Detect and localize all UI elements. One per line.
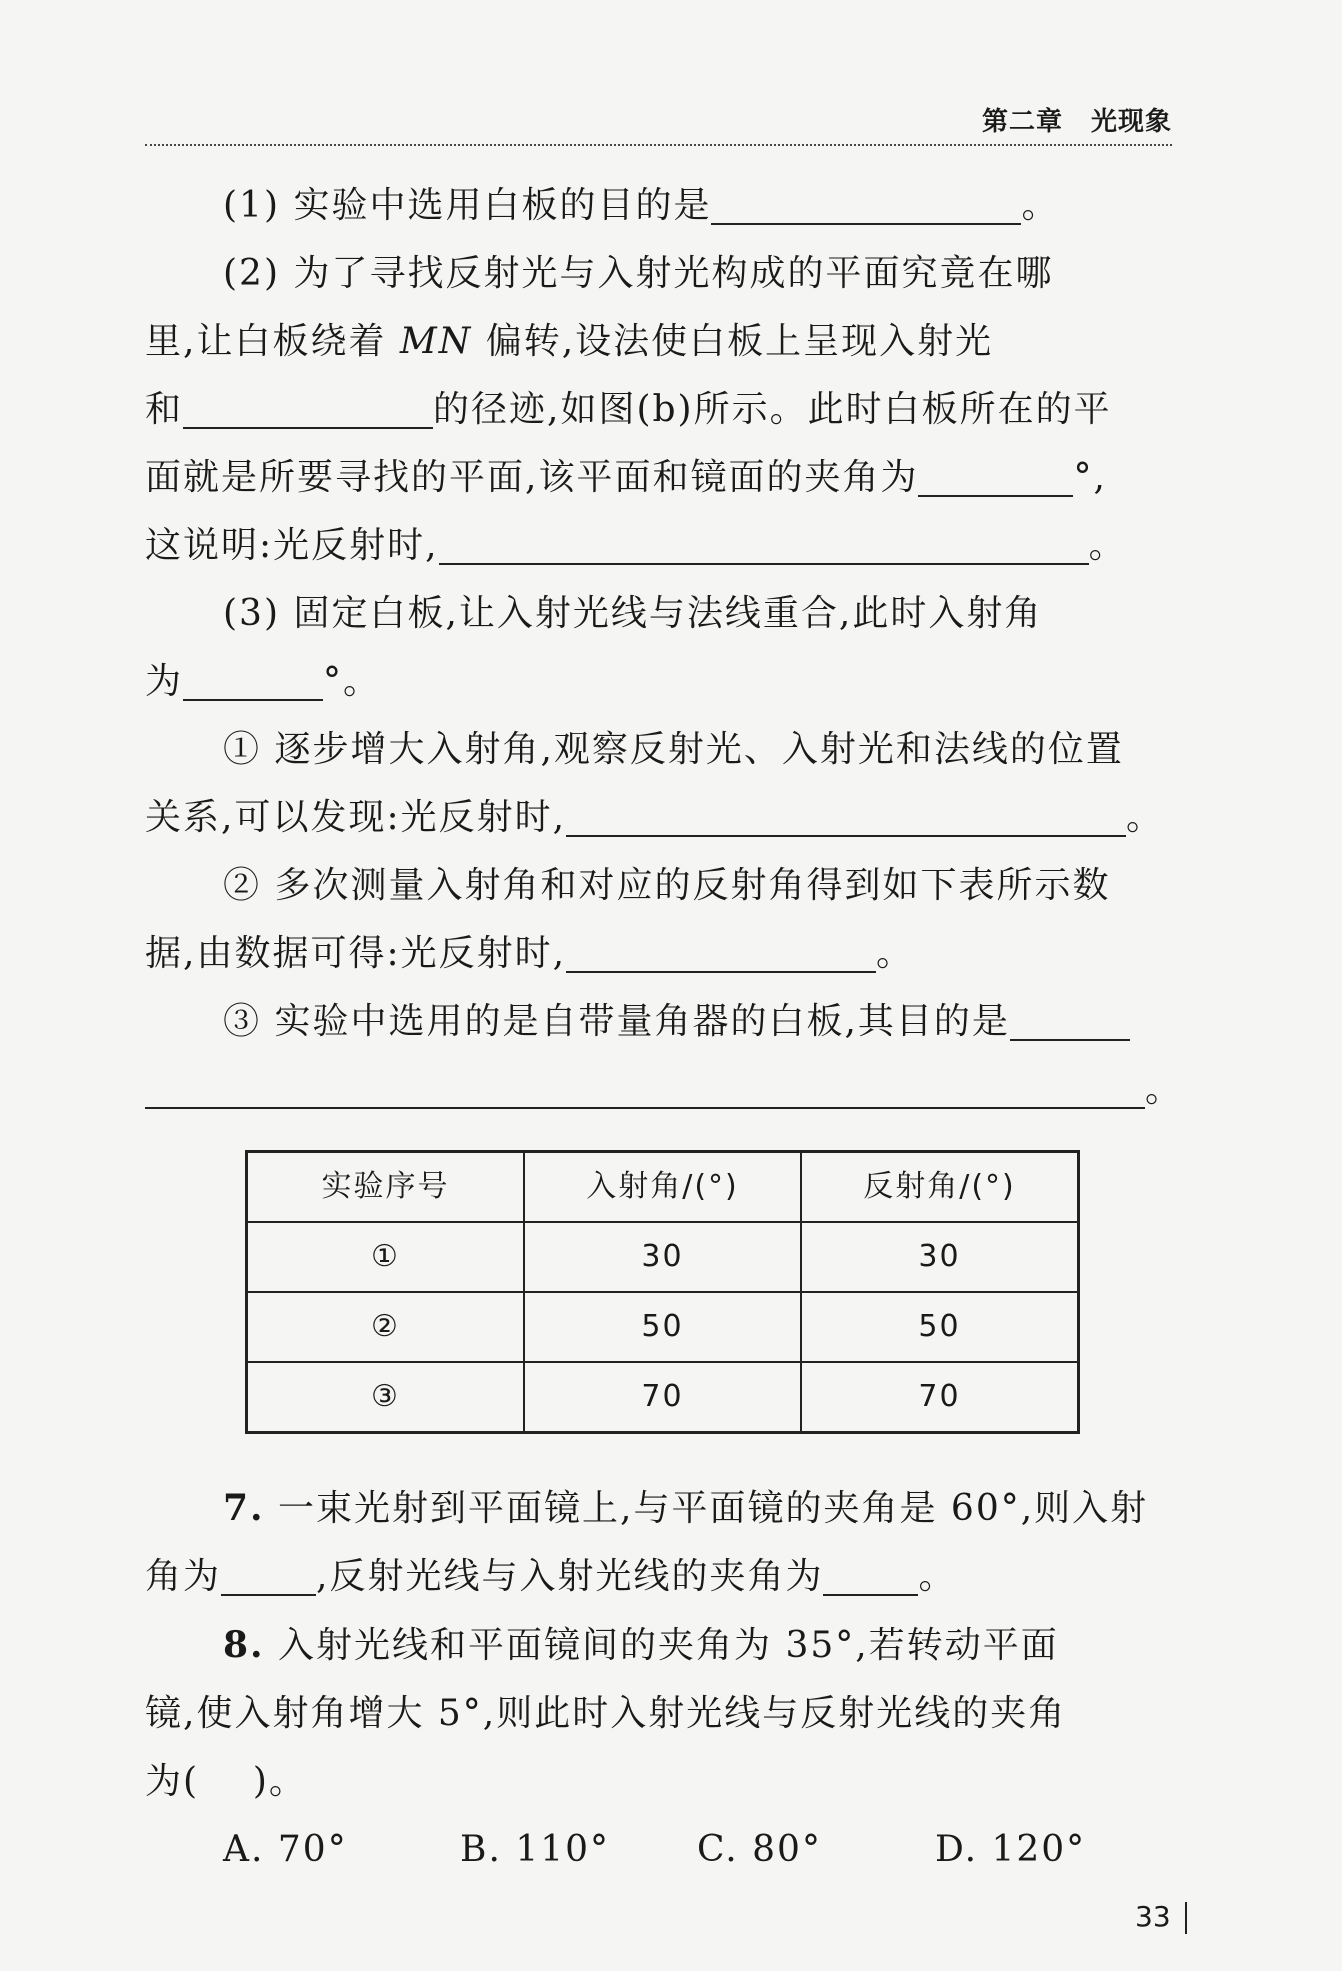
question-number: 8. bbox=[223, 1624, 265, 1666]
q6-part1-text: (1) 实验中选用白板的目的是 bbox=[223, 185, 712, 226]
punct: 。 bbox=[876, 933, 915, 974]
mn-label: MN bbox=[399, 321, 473, 362]
q6-part2-line2 bbox=[145, 308, 1185, 376]
questions-7-8 bbox=[145, 1474, 1185, 1884]
q8-line2 bbox=[145, 1680, 1185, 1748]
table-cell: 50 bbox=[801, 1292, 1079, 1362]
q8-choices bbox=[145, 1816, 1185, 1884]
q6-part2-text: (2) 为了寻找反射光与入射光构成的平面究竟在哪 bbox=[223, 253, 1054, 294]
chapter-title: 光现象 bbox=[1090, 107, 1172, 137]
q7-line1 bbox=[145, 1474, 1185, 1543]
text: ② 多次测量入射角和对应的反射角得到如下表所示数 bbox=[223, 865, 1111, 906]
text: 的径迹,如图(b)所示。此时白板所在的平 bbox=[433, 389, 1112, 430]
q6-sub3-line2 bbox=[145, 1056, 1185, 1124]
q6-part2-line1 bbox=[145, 240, 1185, 308]
q6-part1 bbox=[145, 172, 1185, 240]
text: 关系,可以发现:光反射时, bbox=[145, 797, 567, 838]
table-row bbox=[247, 1222, 1079, 1292]
table-cell: 30 bbox=[524, 1222, 801, 1292]
table-cell: 70 bbox=[801, 1362, 1079, 1433]
table-cell: ③ bbox=[247, 1362, 525, 1433]
text: °, bbox=[1073, 457, 1107, 498]
text: 一束光射到平面镜上,与平面镜的夹角是 60°,则入射 bbox=[278, 1488, 1149, 1529]
q6-sub2-line1 bbox=[145, 852, 1185, 920]
table-header-cell: 反射角/(°) bbox=[801, 1152, 1079, 1223]
punct: 。 bbox=[1145, 1069, 1184, 1110]
table-row bbox=[247, 1362, 1079, 1433]
table-cell: 30 bbox=[801, 1222, 1079, 1292]
choice-d[interactable]: D. 120° bbox=[935, 1829, 1087, 1870]
text: 据,由数据可得:光反射时, bbox=[145, 933, 567, 974]
table-header-cell: 实验序号 bbox=[247, 1152, 525, 1223]
choice-b[interactable]: B. 110° bbox=[460, 1829, 611, 1870]
text: 和 bbox=[145, 389, 184, 430]
table-cell: ① bbox=[247, 1222, 525, 1292]
answer-blank[interactable] bbox=[221, 1550, 316, 1596]
table-cell: 70 bbox=[524, 1362, 801, 1433]
answer-blank[interactable] bbox=[183, 655, 323, 701]
punct: 。 bbox=[1126, 797, 1165, 838]
answer-blank[interactable] bbox=[711, 179, 1021, 225]
q6-sub2-line2 bbox=[145, 920, 1185, 988]
punct: 。 bbox=[1088, 525, 1127, 566]
q6-part2-line4 bbox=[145, 444, 1185, 512]
text: 为 bbox=[145, 661, 184, 702]
text: 面就是所要寻找的平面,该平面和镜面的夹角为 bbox=[145, 457, 919, 498]
answer-blank[interactable] bbox=[823, 1550, 918, 1596]
q8-line3 bbox=[145, 1748, 1185, 1816]
punct: 。 bbox=[918, 1556, 957, 1597]
text: 镜,使入射角增大 5°,则此时入射光线与反射光线的夹角 bbox=[145, 1693, 1067, 1734]
q6-part2-line5 bbox=[145, 512, 1185, 580]
q7-line2 bbox=[145, 1543, 1185, 1611]
text: ,反射光线与入射光线的夹角为 bbox=[316, 1556, 824, 1597]
answer-blank[interactable] bbox=[1010, 995, 1130, 1041]
answer-blank[interactable] bbox=[439, 519, 1089, 565]
text: 偏转,设法使白板上呈现入射光 bbox=[485, 321, 994, 362]
text: 入射光线和平面镜间的夹角为 35°,若转动平面 bbox=[278, 1625, 1059, 1666]
q6-sub1-line2 bbox=[145, 784, 1185, 852]
answer-blank[interactable] bbox=[566, 791, 1126, 837]
data-table bbox=[245, 1150, 1080, 1434]
q6-part2-line3 bbox=[145, 376, 1185, 444]
q6-sub1-line1 bbox=[145, 716, 1185, 784]
q6-part3-line1 bbox=[145, 580, 1185, 648]
q8-line1 bbox=[145, 1611, 1185, 1680]
running-header bbox=[145, 100, 1172, 146]
answer-blank[interactable] bbox=[145, 1063, 1145, 1109]
choice-c[interactable]: C. 80° bbox=[697, 1829, 822, 1870]
text: 角为 bbox=[145, 1556, 222, 1597]
table-cell: ② bbox=[247, 1292, 525, 1362]
q6-part3-line2 bbox=[145, 648, 1185, 716]
text: ① 逐步增大入射角,观察反射光、入射光和法线的位置 bbox=[223, 729, 1124, 770]
page-body bbox=[145, 172, 1185, 1884]
choice-a[interactable]: A. 70° bbox=[223, 1829, 348, 1870]
punct: 。 bbox=[1021, 185, 1060, 226]
chapter-label: 第二章 bbox=[981, 107, 1063, 137]
text: ③ 实验中选用的是自带量角器的白板,其目的是 bbox=[223, 1001, 1010, 1042]
text: 这说明:光反射时, bbox=[145, 525, 439, 566]
table-header-cell: 入射角/(°) bbox=[524, 1152, 801, 1223]
page-number: 33 bbox=[1135, 1900, 1171, 1933]
data-table-wrapper bbox=[245, 1150, 1185, 1434]
page-number-divider bbox=[1185, 1902, 1187, 1934]
q6-sub3-line1 bbox=[145, 988, 1185, 1056]
answer-blank[interactable] bbox=[183, 383, 433, 429]
text: 为( )。 bbox=[145, 1761, 307, 1802]
table-cell: 50 bbox=[524, 1292, 801, 1362]
answer-blank[interactable] bbox=[566, 927, 876, 973]
question-number: 7. bbox=[223, 1487, 265, 1529]
table-header-row bbox=[247, 1152, 1079, 1223]
table-row bbox=[247, 1292, 1079, 1362]
text: (3) 固定白板,让入射光线与法线重合,此时入射角 bbox=[223, 593, 1043, 634]
text: °。 bbox=[323, 661, 382, 702]
text: 里,让白板绕着 bbox=[145, 321, 387, 362]
answer-blank[interactable] bbox=[918, 451, 1073, 497]
